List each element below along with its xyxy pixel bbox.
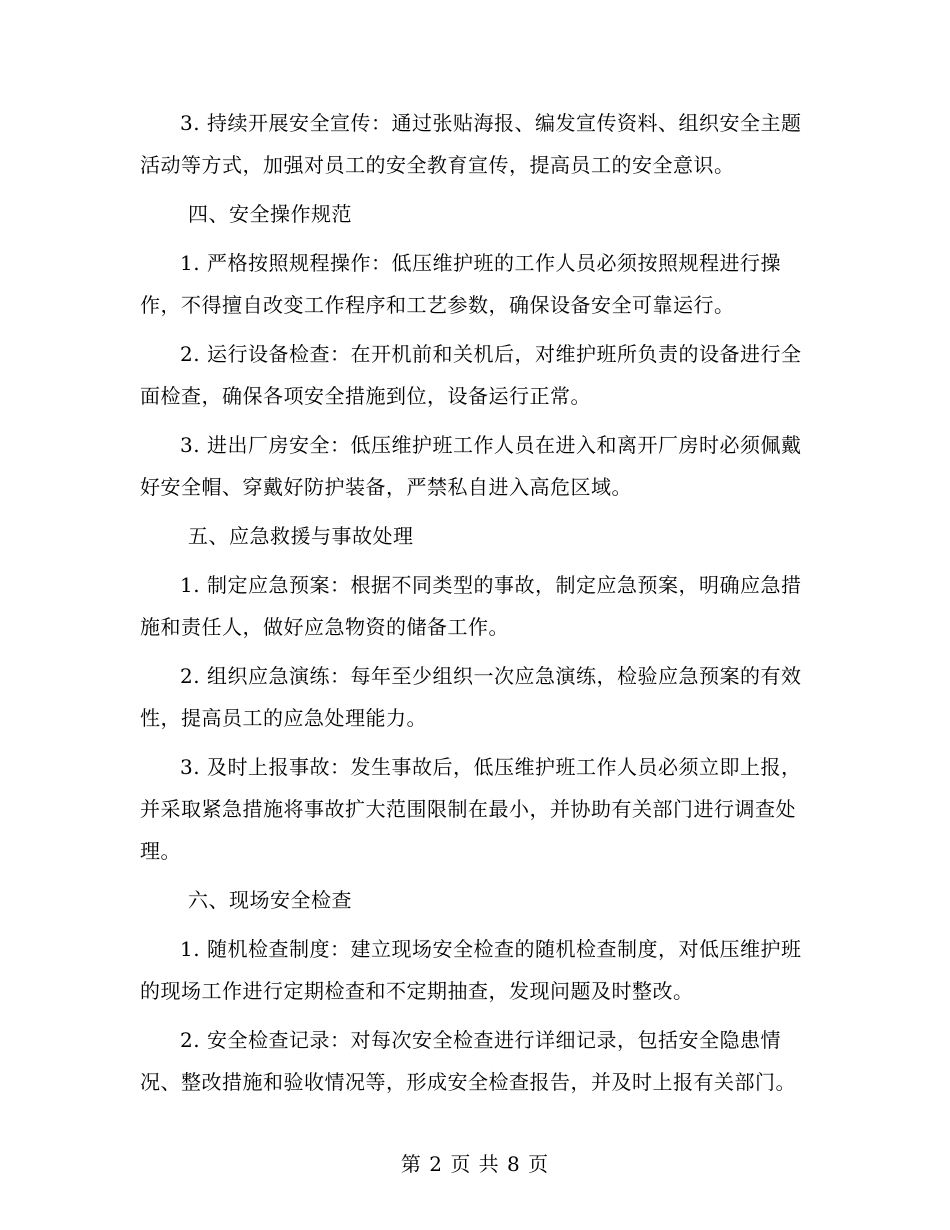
paragraph-item: 2. 运行设备检查：在开机前和关机后，对维护班所负责的设备进行全面检查，确保各项安全措施到位，设备运行正常。 xyxy=(140,342,802,408)
paragraph-item: 3. 持续开展安全宣传：通过张贴海报、编发宣传资料、组织安全主题活动等方式，加强对员工的安全教育宣传，提高员工的安全意识。 xyxy=(140,111,802,177)
document-body xyxy=(140,102,812,1110)
paragraph-item: 1. 随机检查制度：建立现场安全检查的随机检查制度，对低压维护班的现场工作进行定期检查和不定期抽查，发现问题及时整改。 xyxy=(140,937,802,1003)
page-number-footer: 第 2 页 共 8 页 xyxy=(400,1152,550,1176)
paragraph-item: 2. 安全检查记录：对每次安全检查进行详细记录，包括安全隐患情况、整改措施和验收情况等，形成安全检查报告，并及时上报有关部门。 xyxy=(140,1028,796,1094)
paragraph-item: 1. 制定应急预案：根据不同类型的事故，制定应急预案，明确应急措施和责任人，做好应急物资的储备工作。 xyxy=(140,573,802,639)
paragraph-item: 2. 组织应急演练：每年至少组织一次应急演练，检验应急预案的有效性，提高员工的应急处理能力。 xyxy=(140,664,802,730)
paragraph-item: 1. 严格按照规程操作：低压维护班的工作人员必须按照规程进行操作，不得擅自改变工作程序和工艺参数，确保设备安全可靠运行。 xyxy=(140,251,781,317)
section-heading: 六、现场安全检查 xyxy=(188,888,352,912)
paragraph-item: 3. 进出厂房安全：低压维护班工作人员在进入和离开厂房时必须佩戴好安全帽、穿戴好防护装备，严禁私自进入高危区域。 xyxy=(140,433,802,499)
section-heading: 五、应急救援与事故处理 xyxy=(188,524,414,548)
paragraph-item: 3. 及时上报事故：发生事故后，低压维护班工作人员必须立即上报，并采取紧急措施将事故扩大范围限制在最小，并协助有关部门进行调查处理。 xyxy=(140,755,802,863)
section-heading: 四、安全操作规范 xyxy=(188,202,352,226)
